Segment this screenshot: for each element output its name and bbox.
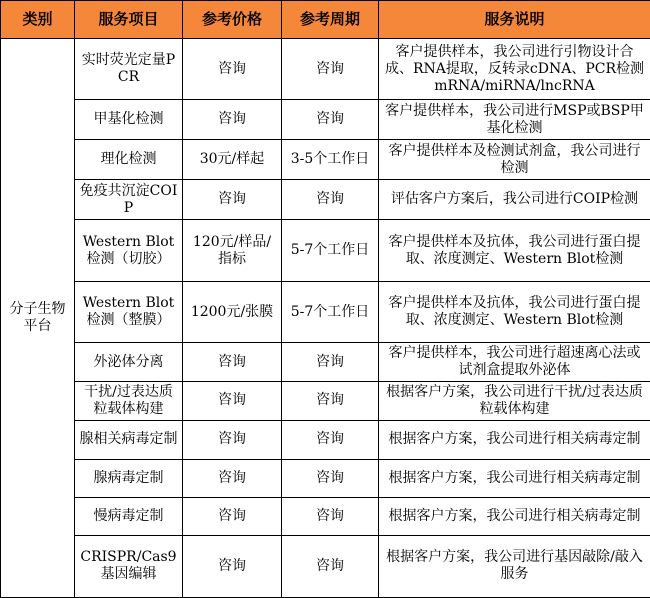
service-item: 实时荧光定量PCR [75, 39, 183, 100]
service-item: 慢病毒定制 [75, 497, 183, 535]
table-row [1, 420, 650, 459]
service-item: Western Blot检测（切胶） [75, 220, 183, 282]
description: 客户提供样本，我公司进行引物设计合成、RNA提取，反转录cDNA、PCR检测mRNA/miRNA/lncRNA [379, 39, 650, 100]
description: 客户提供样本，我公司进行超速离心法或试剂盒提取外泌体 [379, 343, 650, 381]
header-category: 类别 [1, 1, 75, 39]
description: 根据客户方案，我公司进行相关病毒定制 [379, 459, 650, 497]
price: 120元/样品/指标 [183, 220, 282, 282]
period: 5-7个工作日 [282, 220, 379, 282]
period: 5-7个工作日 [282, 282, 379, 343]
period: 咨询 [282, 180, 379, 220]
service-item: 理化检测 [75, 140, 183, 180]
table-row [1, 220, 650, 282]
table-row [1, 381, 650, 420]
period: 咨询 [282, 497, 379, 535]
service-item: 干扰/过表达质粒载体构建 [75, 381, 183, 420]
table-row [1, 535, 650, 597]
price: 咨询 [183, 420, 282, 459]
table-row [1, 282, 650, 343]
service-item: 外泌体分离 [75, 343, 183, 381]
period: 咨询 [282, 39, 379, 100]
period: 咨询 [282, 343, 379, 381]
period: 咨询 [282, 459, 379, 497]
price: 咨询 [183, 459, 282, 497]
header-period: 参考周期 [282, 1, 379, 39]
price: 咨询 [183, 39, 282, 100]
table-row [1, 140, 650, 180]
description: 客户提供样本，我公司进行MSP或BSP甲基化检测 [379, 100, 650, 140]
period: 3-5个工作日 [282, 140, 379, 180]
service-item: 甲基化检测 [75, 100, 183, 140]
price: 咨询 [183, 180, 282, 220]
header-service-item: 服务项目 [75, 1, 183, 39]
price: 咨询 [183, 497, 282, 535]
description: 根据客户方案，我公司进行基因敲除/敲入服务 [379, 535, 650, 597]
period: 咨询 [282, 420, 379, 459]
period: 咨询 [282, 381, 379, 420]
description: 客户提供样本及抗体，我公司进行蛋白提取、浓度测定、Western Blot检测 [379, 282, 650, 343]
table-row [1, 180, 650, 220]
table-row [1, 39, 650, 100]
price: 30元/样起 [183, 140, 282, 180]
header-description: 服务说明 [379, 1, 650, 39]
description: 根据客户方案，我公司进行相关病毒定制 [379, 497, 650, 535]
table-row [1, 497, 650, 535]
description: 客户提供样本及检测试剂盒，我公司进行检测 [379, 140, 650, 180]
service-item: 腺相关病毒定制 [75, 420, 183, 459]
description: 客户提供样本及抗体，我公司进行蛋白提取、浓度测定、Western Blot检测 [379, 220, 650, 282]
price: 咨询 [183, 343, 282, 381]
description: 评估客户方案后，我公司进行COIP检测 [379, 180, 650, 220]
description: 根据客户方案，我公司进行相关病毒定制 [379, 420, 650, 459]
price: 咨询 [183, 535, 282, 597]
table-row [1, 100, 650, 140]
description: 根据客户方案，我公司进行干扰/过表达质粒载体构建 [379, 381, 650, 420]
header-price: 参考价格 [183, 1, 282, 39]
price: 咨询 [183, 100, 282, 140]
table-row [1, 459, 650, 497]
price: 1200元/张膜 [183, 282, 282, 343]
service-item: Western Blot检测（整膜） [75, 282, 183, 343]
service-item: CRISPR/Cas9基因编辑 [75, 535, 183, 597]
service-item: 免疫共沉淀COIP [75, 180, 183, 220]
table-row [1, 343, 650, 381]
period: 咨询 [282, 535, 379, 597]
header-row [1, 1, 650, 39]
price: 咨询 [183, 381, 282, 420]
service-item: 腺病毒定制 [75, 459, 183, 497]
category-cell: 分子生物平台 [1, 39, 75, 598]
period: 咨询 [282, 100, 379, 140]
